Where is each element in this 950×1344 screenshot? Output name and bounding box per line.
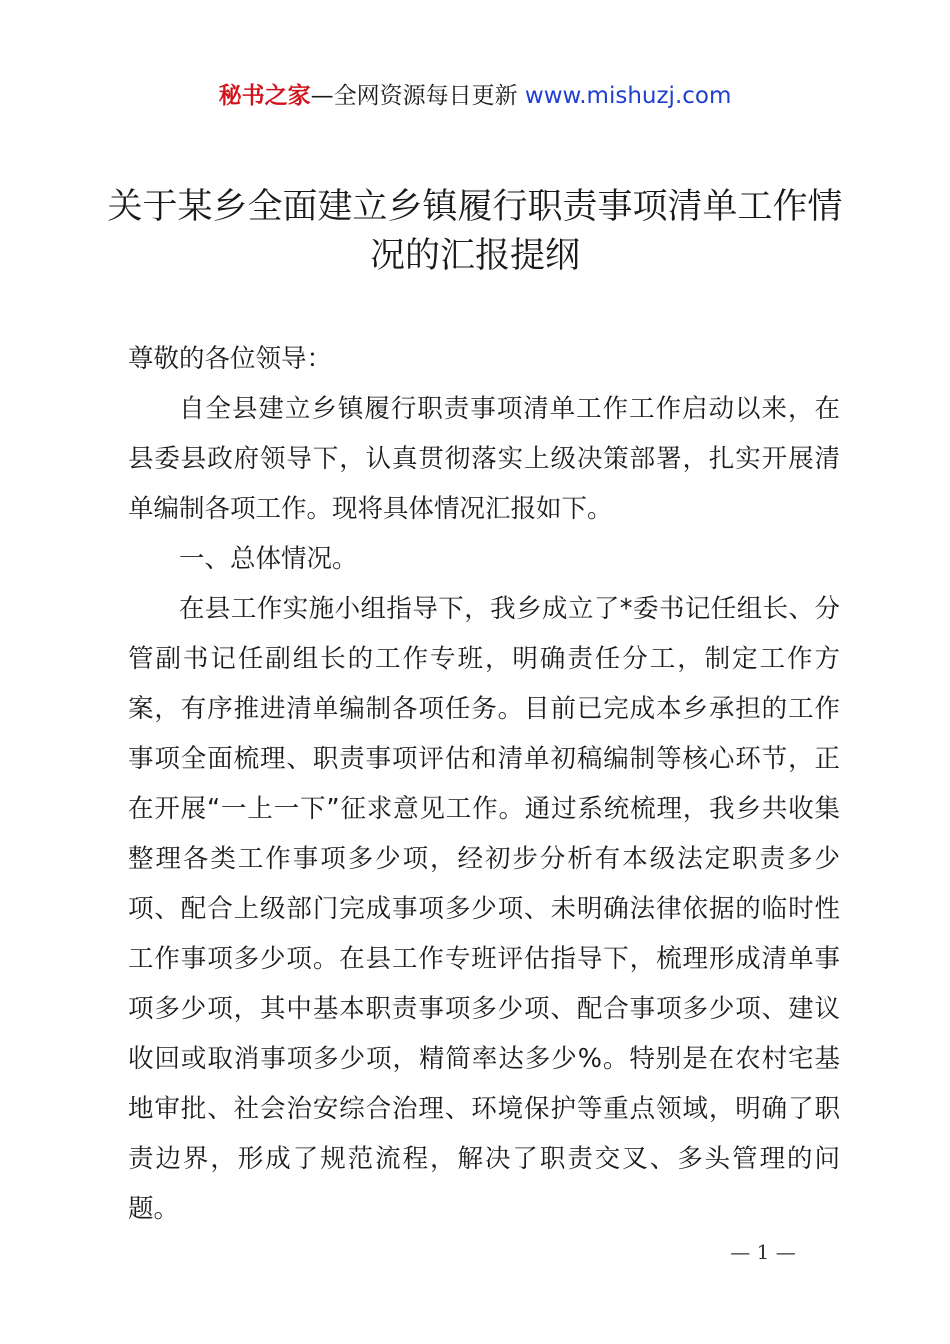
section-heading: 一、总体情况。 xyxy=(179,544,358,574)
page-number: — 1 — xyxy=(730,1240,796,1264)
site-brand: 秘书之家 xyxy=(218,83,311,109)
document-title: 关于某乡全面建立乡镇履行职责事项清单工作情况的汇报提纲 xyxy=(107,187,843,276)
intro-paragraph: 自全县建立乡镇履行职责事项清单工作工作启动以来，在县委县政府领导下，认真贯彻落实上级决策部署，扎实开展清单编制各项工作。现将具体情况汇报如下。 xyxy=(128,394,840,524)
body-paragraph: 在县工作实施小组指导下，我乡成立了*委书记任组长、分管副书记任副组长的工作专班，明确责任分工，制定工作方案，有序推进清单编制各项任务。目前已完成本乡承担的工作事项全面梳理、职责事项评估和清单初稿编制等核心环节，正在开展“一上一下”征求意见工作。通过系统梳理，我乡共收集整理各类工作事项多少项，经初步分析有本级法定职责多少项、配合上级部门完成事项多少项、未明确法律依据的临时性工作事项多少项。在县工作专班评估指导下，梳理形成清单事项多少项，其中基本职责事项多少项、配合事项多少项、建议收回或取消事项多少项，精简率达多少%。特别是在农村宅基地审批、社会治安综合治理、环境保护等重点领域，明确了职责边界，形成了规范流程，解决了职责交叉、多头管理的问题。 xyxy=(128,594,840,1224)
document-body xyxy=(128,334,840,1234)
banner-slogan: 全网资源每日更新 xyxy=(333,83,525,109)
site-banner xyxy=(0,80,950,112)
salutation: 尊敬的各位领导： xyxy=(128,344,333,374)
site-url-link[interactable]: www.mishuzj.com xyxy=(524,83,732,109)
banner-dash: — xyxy=(310,83,334,109)
